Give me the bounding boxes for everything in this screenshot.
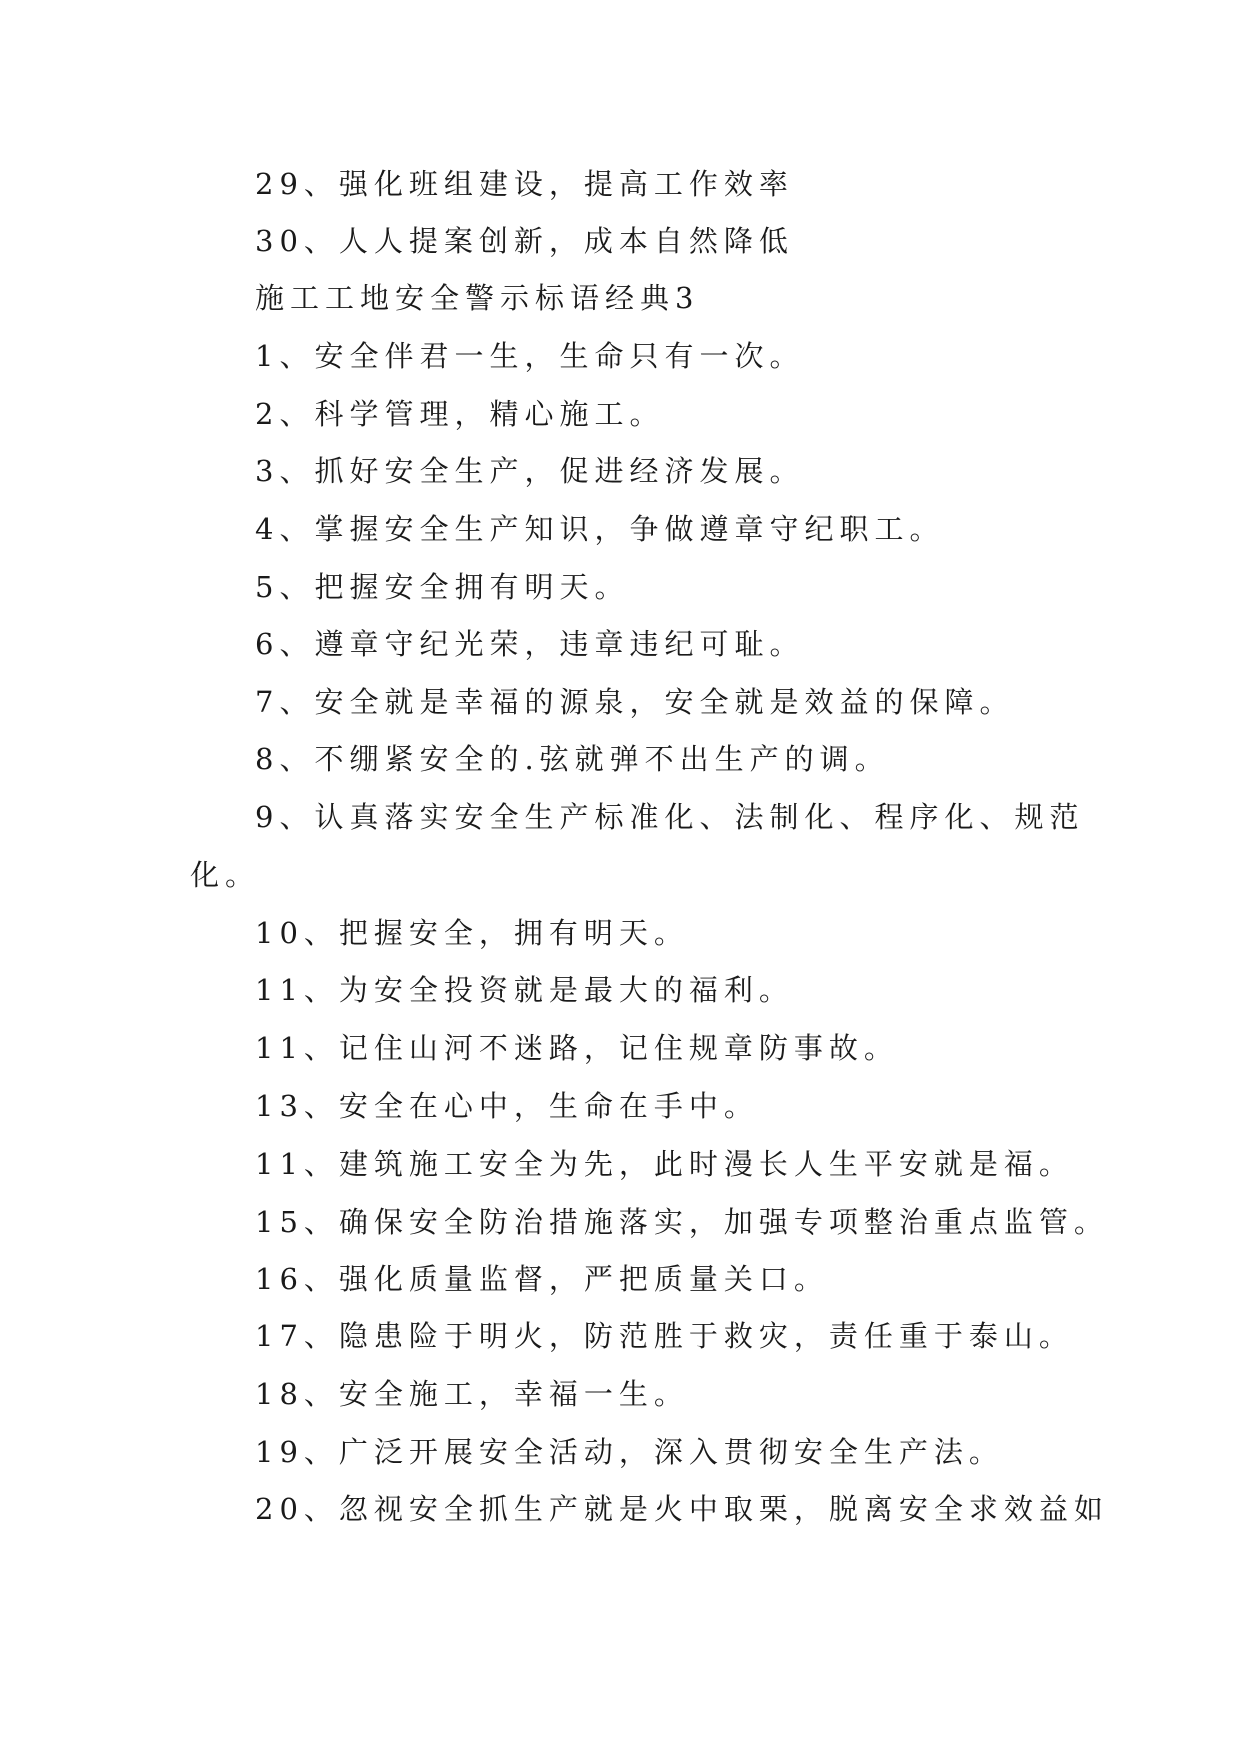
text-line-continuation: 化。: [190, 858, 261, 892]
text-line: 10、把握安全，拥有明天。: [255, 916, 689, 950]
text-line: 5、把握安全拥有明天。: [255, 570, 630, 604]
text-line: 20、忽视安全抓生产就是火中取栗，脱离安全求效益如: [255, 1492, 1109, 1526]
text-line: 4、掌握安全生产知识，争做遵章守纪职工。: [255, 512, 945, 546]
text-line: 11、为安全投资就是最大的福利。: [255, 973, 794, 1007]
text-line: 11、建筑施工安全为先，此时漫长人生平安就是福。: [255, 1147, 1074, 1181]
text-line: 19、广泛开展安全活动，深入贯彻安全生产法。: [255, 1435, 1004, 1469]
text-line: 17、隐患险于明火，防范胜于救灾，责任重于泰山。: [255, 1319, 1074, 1353]
text-line: 3、抓好安全生产，促进经济发展。: [255, 454, 805, 488]
text-line: 15、确保安全防治措施落实，加强专项整治重点监管。: [255, 1205, 1109, 1239]
text-line: 2、科学管理，精心施工。: [255, 397, 665, 431]
text-line: 16、强化质量监督，严把质量关口。: [255, 1262, 829, 1296]
text-line: 11、记住山河不迷路，记住规章防事故。: [255, 1031, 899, 1065]
text-line: 30、人人提案创新，成本自然降低: [255, 224, 794, 258]
text-line: 13、安全在心中，生命在手中。: [255, 1089, 759, 1123]
text-line: 9、认真落实安全生产标准化、法制化、程序化、规范: [255, 800, 1085, 834]
text-line: 8、不绷紧安全的.弦就弹不出生产的调。: [255, 742, 890, 776]
text-line: 6、遵章守纪光荣，违章违纪可耻。: [255, 627, 805, 661]
section-heading: 施工工地安全警示标语经典3: [255, 281, 700, 315]
text-line: 18、安全施工，幸福一生。: [255, 1377, 689, 1411]
text-line: 1、安全伴君一生，生命只有一次。: [255, 339, 805, 373]
text-line: 7、安全就是幸福的源泉，安全就是效益的保障。: [255, 685, 1015, 719]
text-line: 29、强化班组建设，提高工作效率: [255, 167, 794, 201]
